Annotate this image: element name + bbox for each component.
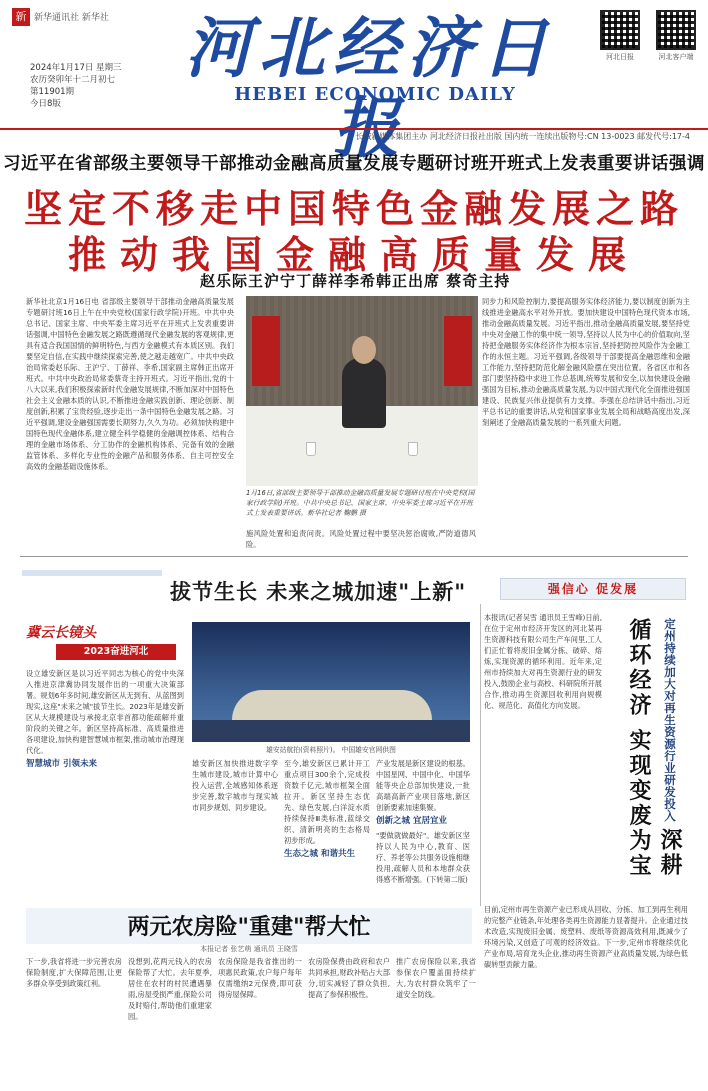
section2-body-col-2: 雄安新区加快推进数字孪生城市建设,城市计算中心投入运营,全域感知体系逐步完善,数字城市与现实城市同步规划、同步建设。 <box>192 759 278 812</box>
newspaper-title: 河北经济日报 <box>185 9 555 167</box>
side-body-col-1: 本报讯(记者吴雪 通讯员王雪峰)日前,在位于定州市经济开发区的河北某再生资源科技有限公司生产车间里,工人们正忙着将废旧金属分拣、破碎、熔炼,实现资源的循环利用。近年来,定州市持续加大对再生资源行业的研发投入,鼓励企业与高校、科研院所开展合作,推动再生资源回收利用向规模化、规范化、高值化方向发展。 <box>484 613 602 710</box>
pages-line: 今日8版 <box>30 99 61 109</box>
photo-station-building <box>232 690 432 720</box>
section2-tag: 强信心 促发展 <box>500 578 686 600</box>
section2-subhead-2: 生态之城 和谐共生 <box>284 849 355 859</box>
section2-photo[interactable] <box>192 622 470 742</box>
section2-col4-text: 产业发展是新区建设的根基。中国星网、中国中化、中国华能等央企总部加快建设,一批高端高新产业项目落地,新区创新要素加速集聚。 <box>376 759 470 812</box>
qr-code-icon <box>656 10 696 50</box>
section2-body-col-4 <box>376 758 470 898</box>
section3-title[interactable]: 两元农房险"重建"帮大忙 <box>127 914 371 940</box>
qr-code-2[interactable] <box>648 10 704 62</box>
column-label-main: 冀云长镜头 <box>26 625 96 641</box>
lead-headline-1[interactable]: 坚定不移走中国特色金融发展之路 <box>23 186 684 231</box>
section2-subhead-1: 智慧城市 引领未来 <box>26 759 97 769</box>
lead-subhead[interactable]: 习近平在省部级主要领导干部推动金融高质量发展专题研讨班开班式上发表重要讲话强调 <box>3 154 705 174</box>
side-title-big: 深耕循环经济 实现变废为宝 <box>626 618 683 879</box>
column-label-sub: 2023奋进河北 <box>56 644 176 660</box>
flag-right <box>444 316 472 386</box>
header-bar-left <box>22 570 162 576</box>
column-label <box>26 622 190 664</box>
lead-photo[interactable] <box>246 296 478 486</box>
qr-code-1[interactable] <box>592 10 648 62</box>
cup-icon <box>408 442 418 456</box>
section2-col4-lower: "要做就做最好"。雄安新区坚持以人民为中心,教育、医疗、养老等公共服务设施相继投用,疏解人员和本地群众获得感不断增强。(下转第二版) <box>376 831 470 884</box>
photo-speaker <box>342 358 386 428</box>
side-story-title[interactable] <box>610 618 686 898</box>
publisher-logo <box>8 8 148 48</box>
emblem-icon: 新 <box>12 8 30 26</box>
side-body-col-2: 目前,定州市再生资源产业已形成从回收、分拣、加工到再生利用的完整产业链条,年处理各类再生资源能力显著提升。企业通过技术改造,实现废旧金属、废塑料、废纸等资源高效利用,既减少了环境污染,又创造了可观的经济效益。下一步,定州市将继续优化产业布局,培育龙头企业,推动再生资源产业高质量发展,为绿色低碳转型贡献力量。 <box>484 905 688 969</box>
section3-body-col-1 <box>128 956 212 1084</box>
section2-subhead-3: 创新之城 宜居宜业 <box>376 816 447 826</box>
section2-photo-caption: 雄安站航拍(资料照片)。 中国雄安官网供图 <box>266 746 396 754</box>
cup-icon <box>306 442 316 456</box>
lead-photo-caption: 1月16日,省部级主要领导干部推动金融高质量发展专题研讨班在中央党校(国家行政学院)开班。中共中央总书记、国家主席、中央军委主席习近平在开班式上发表重要讲话。新华社记者 鞠鹏 摄 <box>246 489 475 517</box>
info-bar: 长城新媒体集团主办 河北经济日报社出版 国内统一连续出版物号:CN 13-0023 邮发代号:17-4 <box>0 128 708 144</box>
date-line: 2024年1月17日 星期三 <box>30 63 122 73</box>
section2-body-col-3 <box>284 758 370 898</box>
issue-line: 第11901期 <box>30 87 75 97</box>
lead-byline: 赵乐际王沪宁丁薛祥李希韩正出席 蔡奇主持 <box>200 272 511 290</box>
qr-1-label: 河北日报 <box>606 53 634 61</box>
newspaper-title-en: HEBEI ECONOMIC DAILY <box>234 84 516 105</box>
section2-intro: 设立雄安新区是以习近平同志为核心的党中央深入推进京津冀协同发展作出的一项重大决策部署。规划6年多时间,雄安新区从无到有、从蓝图到现实,这座"未来之城"拔节生长。2023年是雄安新区从大规模建设与承接北京非首都功能疏解并重阶段的关键之年。新区坚持高标准、高质量推进各项建设,加快构建智慧城市框架,推动城市治理现代化。 <box>26 669 184 755</box>
section3-col1-text: 没想到,花两元钱入的农房保险帮了大忙。去年夏季,居住在农村的村民遭遇暴雨,房屋受损严重,保险公司及时赔付,帮助他们重建家园。 <box>128 957 212 1021</box>
date-block <box>30 62 150 110</box>
lead-body-col-3: 同步力和风险控制力,要提高服务实体经济能力,要以制度创新为主线推进金融高水平对外开放。要加快建设中国特色现代资本市场,推动金融高质量发展。习近平指出,推动金融高质量发展,要坚持党中央对金融工作的集中统一领导,坚持以人民为中心的价值取向,坚持把金融服务实体经济作为根本宗旨,坚持把防控风险作为金融工作的永恒主题。习近平强调,各级领导干部要提高金融思维和金融工作能力,坚持把防范化解金融风险摆在突出位置。各省区市和各部门要坚持稳中求进工作总基调,统筹发展和安全,以加快建设金融强国为目标,推动金融高质量发展,为以中国式现代化全面推进强国建设、民族复兴伟业提供有力支撑。李强在总结讲话中指出,习近平总书记的重要讲话,从党和国家事业发展全局和战略高度出发,深刻阐述了金融高质量发展的一系列重大问题。 <box>482 297 690 427</box>
section-divider <box>20 556 688 557</box>
section3-byline: 本报记者 张艺萌 通讯员 王晓雪 <box>200 945 298 953</box>
section3-body-col-2: 农房保险是我省推出的一项惠民政策,农户每户每年仅需缴纳2元保费,即可获得房屋保障。 <box>218 957 302 999</box>
photo-speaker-head <box>352 336 376 364</box>
side-title-small: 定州持续加大对再生资源行业研发投入 <box>663 618 677 822</box>
qr-code-icon <box>600 10 640 50</box>
section2-body-col-1 <box>26 668 184 898</box>
lead-headline-2[interactable]: 推动我国金融高质量发展 <box>67 232 640 277</box>
qr-2-label: 河北客户端 <box>658 53 694 61</box>
photo-water <box>192 720 470 742</box>
publisher-logo-text: 新华通讯社 新华社 <box>34 13 109 23</box>
flag-left <box>252 316 280 386</box>
section3-body-col-4: 推广农房保险以来,我省参保农户覆盖面持续扩大,为农村群众筑牢了一道安全防线。 <box>396 957 476 999</box>
lead-body-col-1: 新华社北京1月16日电 省部级主要领导干部推动金融高质量发展专题研讨班16日上午在中央党校(国家行政学院)开班。中共中央总书记、国家主席、中央军委主席习近平在开班式上发表重要讲话强调,中国特色金融发展之路既遵循现代金融发展的客观规律,更具有适合我国国情的鲜明特色,与西方金融模式有本质区别。我们要坚定自信,在实践中继续探索完善,使之越走越宽广。中共中央政治局常委赵乐际、王沪宁、丁薛祥、李希,国家副主席韩正出席开班式。中共中央政治局常委蔡奇主持开班式。习近平指出,党的十八大以来,我们积极探索新时代金融发展规律,不断加深对中国特色社会主义金融本质的认识,不断推进金融实践创新、理论创新、制度创新,积累了宝贵经验,逐步走出一条中国特色金融发展之路。习近平强调,建设金融强国需要长期努力,久久为功。必须加快构建中国特色现代金融体系,建立健全科学稳健的金融调控体系、结构合理的金融市场体系、分工协作的金融机构体系、完备有效的金融监管体系、多样化专业性的金融产品和服务体系、自主可控安全高效的金融基础设施体系。 <box>26 297 234 471</box>
section3-body-col-3: 农房险保费由政府和农户共同承担,财政补贴占大部分,切实减轻了群众负担,提高了参保积极性。 <box>308 957 390 999</box>
lunar-line: 农历癸卯年十二月初七 <box>30 75 116 85</box>
lead-body-col-2: 施风险处置和追责问责。风险处置过程中要坚决惩治腐败,严防道德风险。 <box>246 529 476 549</box>
section2-col3-text: 至今,雄安新区已累计开工重点项目300余个,完成投资数千亿元,城市框架全面拉开。新区坚持生态优先、绿色发展,白洋淀水质持续保持Ⅲ类标准,蓝绿交织、清新明亮的生态格局初步形成。 <box>284 759 370 845</box>
section2-title[interactable]: 拔节生长 未来之城加速"上新" <box>170 579 467 604</box>
section3-body-col-5: 下一步,我省将进一步完善农房保险制度,扩大保障范围,让更多群众享受到政策红利。 <box>26 957 122 988</box>
